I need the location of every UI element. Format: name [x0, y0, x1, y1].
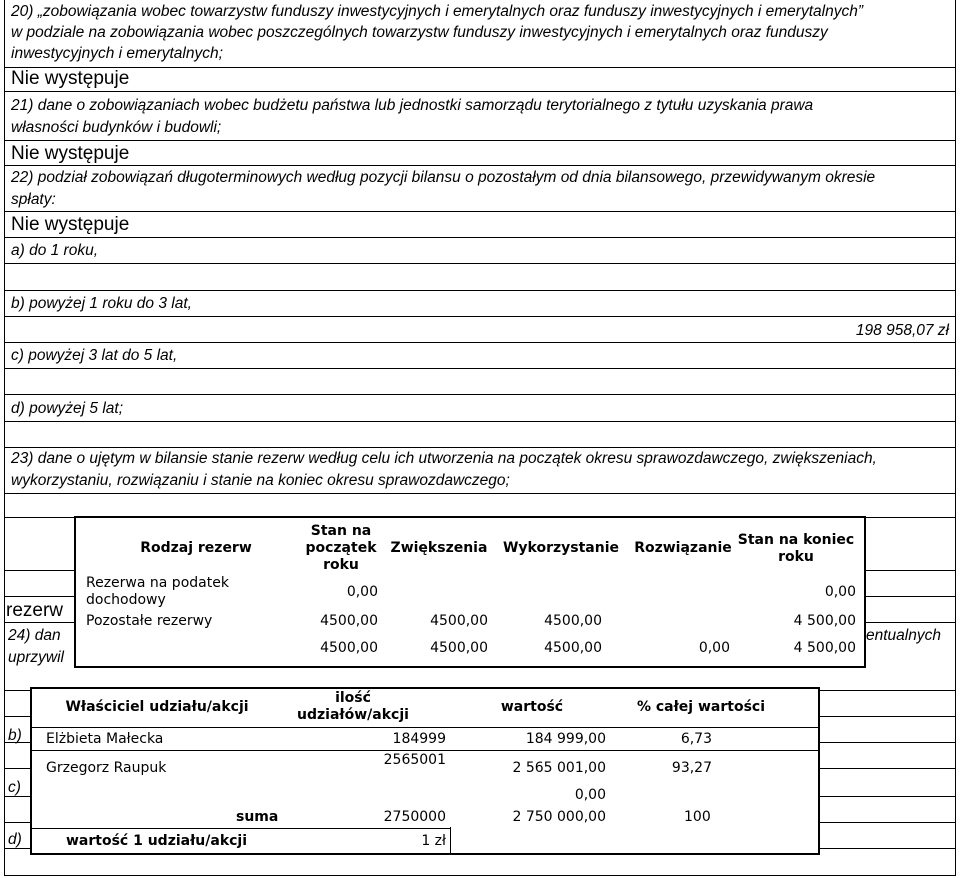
peek-uprzyw: uprzywil	[8, 649, 64, 666]
section-21-line1: 21) dane o zobowiązaniach wobec budżetu państwa lub jednostki samorządu terytorialnego z tytułu uzyskania prawa	[11, 97, 814, 114]
reserve-row-2-used: 4500,00	[544, 613, 602, 629]
owner-row-2-value: 2 565 001,00	[512, 760, 606, 776]
divider	[4, 622, 74, 623]
section-20-line3: inwestycyjnych i emerytalnych;	[11, 45, 223, 62]
owner-row-3-value: 0,00	[574, 787, 606, 803]
owner-row-1-value: 184 999,00	[525, 731, 606, 747]
divider	[4, 493, 956, 494]
divider	[4, 768, 30, 769]
header-owner: Właściciel udziału/akcji	[65, 699, 249, 715]
sum-label: suma	[236, 809, 279, 825]
header-value: wartość	[500, 699, 564, 715]
divider	[820, 716, 956, 717]
section-22-line1: 22) podział zobowiązań długoterminowych według pozycji bilansu o pozostałym od dnia bilansowego, przewidywanym okresie	[11, 169, 876, 186]
reserve-row-2-end: 4 500,00	[793, 613, 856, 629]
section-23-line2: wykorzystaniu, rozwiązaniu i stanie na koniec okresu sprawozdawczego;	[11, 472, 510, 489]
peek-rezerw: rezerw	[6, 600, 64, 621]
divider	[820, 822, 956, 823]
section-23-line1: 23) dane o ujętym w bilansie stanie rezerw według celu ich utworzenia na początek okresu sprawozdawczego, zwiększeniach,	[11, 450, 877, 467]
reserve-row-1-start: 0,00	[346, 584, 378, 600]
reserve-row-2-start: 4500,00	[320, 613, 378, 629]
period-b-label: b) powyżej 1 roku do 3 lat,	[11, 295, 192, 312]
divider	[4, 517, 74, 518]
period-b-value-row	[4, 316, 956, 343]
period-b-row	[4, 290, 956, 316]
sum-percent: 100	[684, 809, 711, 825]
owner-row-1-pct: 6,73	[680, 731, 712, 747]
reserve-total-increase: 4500,00	[430, 640, 488, 656]
divider	[820, 742, 956, 743]
section-22-answer-row	[4, 211, 956, 238]
peek-s24-left: 24) dan	[8, 627, 61, 644]
period-a-row	[4, 237, 956, 263]
section-23	[4, 447, 956, 493]
table-divider	[32, 727, 818, 728]
period-a-value-row	[4, 263, 956, 291]
divider	[820, 796, 956, 797]
period-c-row	[4, 342, 956, 368]
period-a-label: a) do 1 roku,	[11, 242, 99, 259]
peek-s24-right: entualnych	[866, 627, 941, 644]
owner-row-2-pct: 93,27	[671, 760, 712, 776]
section-20-line2: w podziale na zobowiązania wobec poszczególnych towarzystw funduszy inwestycyjnych i emerytalnych oraz funduszy	[11, 24, 828, 41]
divider	[866, 570, 956, 571]
unit-value-label: wartość 1 udziału/akcji	[66, 833, 248, 849]
reserve-row-2-increase: 4500,00	[430, 613, 488, 629]
peek-b: b)	[8, 727, 22, 744]
owner-row-2-name: Grzegorz Raupuk	[46, 760, 167, 776]
section-20-answer: Nie występuje	[11, 68, 130, 89]
divider	[820, 848, 956, 849]
period-d-value-row	[4, 421, 956, 448]
reserve-total-used: 4500,00	[544, 640, 602, 656]
divider	[4, 493, 5, 875]
reserve-total-start: 4500,00	[320, 640, 378, 656]
table-divider	[32, 828, 450, 829]
header-quantity: ilość udziałów/akcji	[297, 690, 409, 723]
owner-row-1-qty: 184999	[392, 731, 446, 747]
divider	[4, 822, 30, 823]
header-end: Stan na koniec roku	[737, 532, 855, 565]
divider	[866, 622, 956, 623]
reserve-row-1-name: Rezerwa na podatek dochodowy	[86, 575, 229, 608]
owner-row-1-name: Elżbieta Małecka	[46, 731, 164, 747]
section-21-line2: własności budynków i budowli;	[11, 119, 222, 136]
shares-table	[30, 687, 820, 855]
header-reserve-type: Rodzaj rezerw	[140, 540, 252, 556]
divider	[4, 716, 30, 717]
period-d-row	[4, 394, 956, 421]
header-percent: % całej wartości	[636, 699, 766, 715]
section-21	[4, 91, 956, 140]
header-start: Stan na początek roku	[305, 523, 377, 573]
peek-d: d)	[8, 831, 22, 848]
section-21-answer: Nie występuje	[11, 143, 130, 164]
section-22-line2: spłaty:	[11, 191, 56, 208]
header-increase: Zwiększenia	[390, 540, 488, 556]
divider	[866, 517, 956, 518]
section-21-answer-row	[4, 140, 956, 166]
reserve-total-released: 0,00	[698, 640, 730, 656]
divider	[866, 596, 956, 597]
reserve-row-1-end: 0,00	[824, 584, 856, 600]
divider	[4, 570, 74, 571]
owner-row-2-qty: 2565001	[383, 752, 446, 768]
divider	[4, 875, 956, 876]
section-22-answer: Nie występuje	[11, 214, 130, 235]
section-20	[4, 0, 956, 68]
sum-quantity: 2750000	[383, 809, 446, 825]
section-20-line1: 20) „zobowiązania wobec towarzystw funduszy inwestycyjnych i emerytalnych oraz funduszy inwestycyjnych i emerytalnych”	[11, 3, 863, 20]
header-released: Rozwiązanie	[634, 540, 732, 556]
period-c-label: c) powyżej 3 lat do 5 lat,	[11, 347, 178, 364]
peek-c: c)	[8, 779, 21, 796]
divider	[955, 493, 956, 875]
unit-value: 1 zł	[421, 833, 446, 849]
table-divider	[450, 827, 451, 853]
table-divider	[32, 750, 818, 751]
period-b-value: 198 958,07 zł	[855, 322, 949, 339]
reserves-table	[74, 516, 866, 668]
header-used: Wykorzystanie	[502, 540, 620, 556]
divider	[4, 596, 74, 597]
reserve-total-end: 4 500,00	[793, 640, 856, 656]
section-20-answer-row	[4, 67, 956, 92]
reserve-row-2-name: Pozostałe rezerwy	[86, 613, 213, 629]
period-d-label: d) powyżej 5 lat;	[11, 400, 123, 417]
period-c-value-row	[4, 368, 956, 395]
divider	[820, 768, 956, 769]
sum-value: 2 750 000,00	[512, 809, 606, 825]
section-22	[4, 166, 956, 212]
